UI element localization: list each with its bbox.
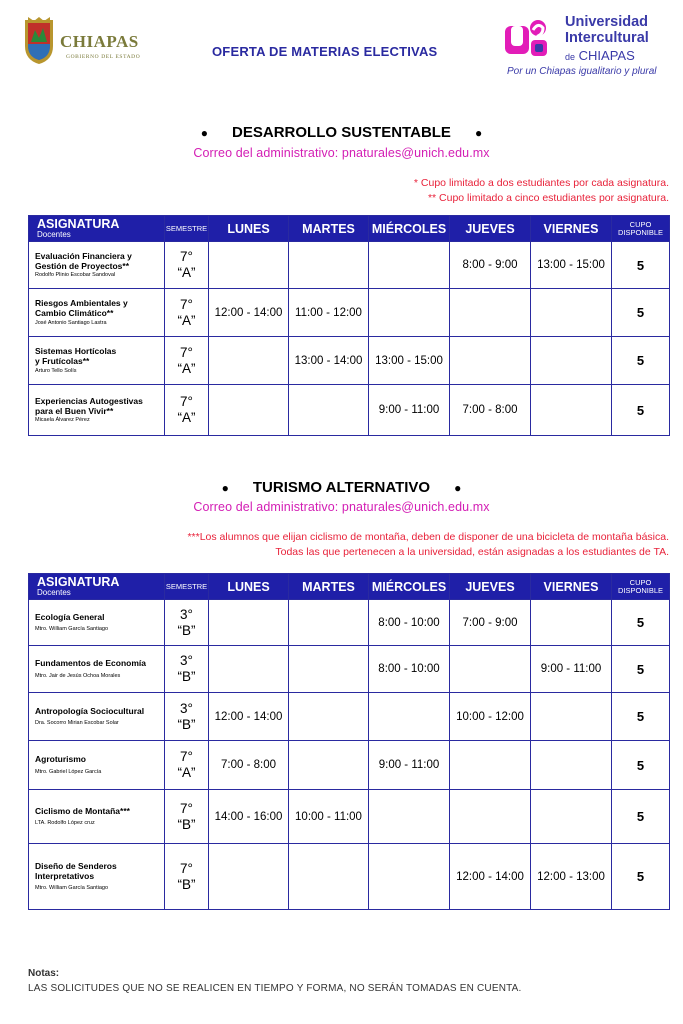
header-cupo: CUPO DISPONIBLE (612, 574, 670, 600)
semester-cell: 7° “A” (165, 385, 209, 436)
slot-martes (289, 242, 369, 289)
cupo-cell: 5 (612, 693, 670, 741)
header-lunes: LUNES (209, 216, 289, 242)
slot-jueves (450, 790, 531, 844)
header-cupo: CUPO DISPONIBLE (612, 216, 670, 242)
slot-miercoles: 13:00 - 15:00 (369, 337, 450, 385)
slot-lunes: 7:00 - 8:00 (209, 741, 289, 790)
header-asignatura: ASIGNATURA Docentes (29, 216, 165, 242)
cupo-cell: 5 (612, 741, 670, 790)
table-row (29, 289, 670, 337)
slot-lunes (209, 385, 289, 436)
section-note: Todas las que pertenecen a la universidad, están asignadas a los estudiantes de TA. (275, 546, 669, 558)
table-row (29, 646, 670, 693)
semester-cell: 7° “B” (165, 844, 209, 910)
section-note: * Cupo limitado a dos estudiantes por cada asignatura. (413, 177, 669, 189)
cupo-cell: 5 (612, 242, 670, 289)
slot-martes: 13:00 - 14:00 (289, 337, 369, 385)
schedule-table-desarrollo (28, 215, 670, 436)
cupo-cell: 5 (612, 790, 670, 844)
slot-lunes (209, 242, 289, 289)
unich-emblem-icon (505, 20, 549, 62)
schedule-table-turismo (28, 573, 670, 910)
table-row (29, 844, 670, 910)
slot-viernes (531, 693, 612, 741)
table-header-row (29, 216, 670, 242)
semester-cell: 7° “A” (165, 337, 209, 385)
table-row (29, 600, 670, 646)
slot-viernes (531, 385, 612, 436)
subject-cell: Diseño de Senderos Interpretativos Mtro. William García Santiago (29, 844, 165, 910)
slot-jueves (450, 337, 531, 385)
section-note: ** Cupo limitado a cinco estudiantes por asignatura. (427, 192, 669, 204)
header-lunes: LUNES (209, 574, 289, 600)
slot-miercoles: 8:00 - 10:00 (369, 600, 450, 646)
slot-martes (289, 741, 369, 790)
header-martes: MARTES (289, 216, 369, 242)
slot-miercoles: 9:00 - 11:00 (369, 741, 450, 790)
slot-lunes (209, 337, 289, 385)
subject-cell: Ciclismo de Montaña*** LTA. Rodolfo López cruz (29, 790, 165, 844)
subject-cell: Antropología Sociocultural Dra. Socorro Mirian Escobar Solar (29, 693, 165, 741)
cupo-cell: 5 (612, 337, 670, 385)
slot-lunes (209, 844, 289, 910)
semester-cell: 3° “B” (165, 693, 209, 741)
header-semestre: SEMESTRE (165, 216, 209, 242)
unich-logo (505, 12, 675, 82)
header-asignatura: ASIGNATURA Docentes (29, 574, 165, 600)
slot-viernes: 13:00 - 15:00 (531, 242, 612, 289)
slot-miercoles (369, 693, 450, 741)
table-row (29, 790, 670, 844)
slot-martes: 10:00 - 11:00 (289, 790, 369, 844)
chiapas-shield-icon (22, 16, 56, 66)
cupo-cell: 5 (612, 646, 670, 693)
slot-miercoles (369, 844, 450, 910)
subject-cell: Sistemas Hortícolas y Frutícolas** Arturo Tello Solís (29, 337, 165, 385)
slot-martes (289, 646, 369, 693)
slot-martes (289, 693, 369, 741)
cupo-cell: 5 (612, 385, 670, 436)
table-row (29, 741, 670, 790)
slot-miercoles: 9:00 - 11:00 (369, 385, 450, 436)
slot-jueves (450, 741, 531, 790)
unich-logo-tagline: Por un Chiapas igualitario y plural (507, 66, 657, 77)
slot-lunes: 12:00 - 14:00 (209, 289, 289, 337)
slot-martes (289, 600, 369, 646)
slot-lunes: 14:00 - 16:00 (209, 790, 289, 844)
header-semestre: SEMESTRE (165, 574, 209, 600)
slot-viernes (531, 790, 612, 844)
subject-cell: Riesgos Ambientales y Cambio Climático** José Antonio Santiago Lastra (29, 289, 165, 337)
header-viernes: VIERNES (531, 574, 612, 600)
slot-lunes (209, 600, 289, 646)
section-email-desarrollo: Correo del administrativo: pnaturales@unich.edu.mx (193, 146, 490, 160)
slot-lunes: 12:00 - 14:00 (209, 693, 289, 741)
cupo-cell: 5 (612, 600, 670, 646)
cupo-cell: 5 (612, 289, 670, 337)
chiapas-logo-name: CHIAPAS (60, 32, 139, 51)
subject-cell: Fundamentos de Economía Mtro. Jair de Jesús Ochoa Morales (29, 646, 165, 693)
notes-title: Notas: (28, 968, 60, 979)
slot-martes (289, 385, 369, 436)
table-row (29, 385, 670, 436)
slot-jueves: 7:00 - 8:00 (450, 385, 531, 436)
slot-martes: 11:00 - 12:00 (289, 289, 369, 337)
unich-logo-line1: Universidad (565, 14, 648, 30)
slot-martes (289, 844, 369, 910)
table-header-row (29, 574, 670, 600)
slot-jueves: 12:00 - 14:00 (450, 844, 531, 910)
slot-viernes (531, 741, 612, 790)
semester-cell: 7° “A” (165, 741, 209, 790)
slot-viernes (531, 289, 612, 337)
slot-viernes: 12:00 - 13:00 (531, 844, 612, 910)
section-title-desarrollo: ● DESARROLLO SUSTENTABLE ● (200, 124, 483, 141)
slot-viernes (531, 600, 612, 646)
chiapas-government-logo (22, 16, 152, 74)
slot-jueves: 10:00 - 12:00 (450, 693, 531, 741)
unich-logo-line3: de CHIAPAS (565, 48, 635, 63)
subject-cell: Experiencias Autogestivas para el Buen Vivir** Micaela Álvarez Pérez (29, 385, 165, 436)
slot-viernes (531, 337, 612, 385)
unich-logo-line2: Intercultural (565, 30, 649, 46)
header-miercoles: MIÉRCOLES (369, 216, 450, 242)
cupo-cell: 5 (612, 844, 670, 910)
table-row (29, 337, 670, 385)
semester-cell: 3° “B” (165, 646, 209, 693)
header-jueves: JUEVES (450, 574, 531, 600)
slot-jueves (450, 289, 531, 337)
slot-jueves: 7:00 - 9:00 (450, 600, 531, 646)
header-jueves: JUEVES (450, 216, 531, 242)
subject-cell: Evaluación Financiera y Gestión de Proyectos** Rodolfo Plinio Escobar Sandoval (29, 242, 165, 289)
subject-cell: Ecología General Mtro. William García Santiago (29, 600, 165, 646)
slot-miercoles (369, 289, 450, 337)
table-row (29, 242, 670, 289)
slot-miercoles (369, 242, 450, 289)
slot-lunes (209, 646, 289, 693)
slot-jueves (450, 646, 531, 693)
slot-miercoles (369, 790, 450, 844)
semester-cell: 7° “A” (165, 289, 209, 337)
header-martes: MARTES (289, 574, 369, 600)
notes-text: LAS SOLICITUDES QUE NO SE REALICEN EN TIEMPO Y FORMA, NO SERÁN TOMADAS EN CUENTA. (28, 983, 522, 994)
table-row (29, 693, 670, 741)
slot-jueves: 8:00 - 9:00 (450, 242, 531, 289)
semester-cell: 7° “B” (165, 790, 209, 844)
header-viernes: VIERNES (531, 216, 612, 242)
section-title-turismo: ● TURISMO ALTERNATIVO ● (221, 479, 462, 496)
slot-viernes: 9:00 - 11:00 (531, 646, 612, 693)
section-email-turismo: Correo del administrativo: pnaturales@unich.edu.mx (193, 500, 490, 514)
chiapas-logo-subtitle: GOBIERNO DEL ESTADO (66, 54, 141, 60)
slot-miercoles: 8:00 - 10:00 (369, 646, 450, 693)
page-title: OFERTA DE MATERIAS ELECTIVAS (212, 44, 438, 59)
section-note: ***Los alumnos que elijan ciclismo de montaña, deben de disponer de una bicicleta de montaña básica. (187, 531, 669, 543)
header-miercoles: MIÉRCOLES (369, 574, 450, 600)
semester-cell: 7° “A” (165, 242, 209, 289)
semester-cell: 3° “B” (165, 600, 209, 646)
subject-cell: Agroturismo Mtro. Gabriel López García (29, 741, 165, 790)
